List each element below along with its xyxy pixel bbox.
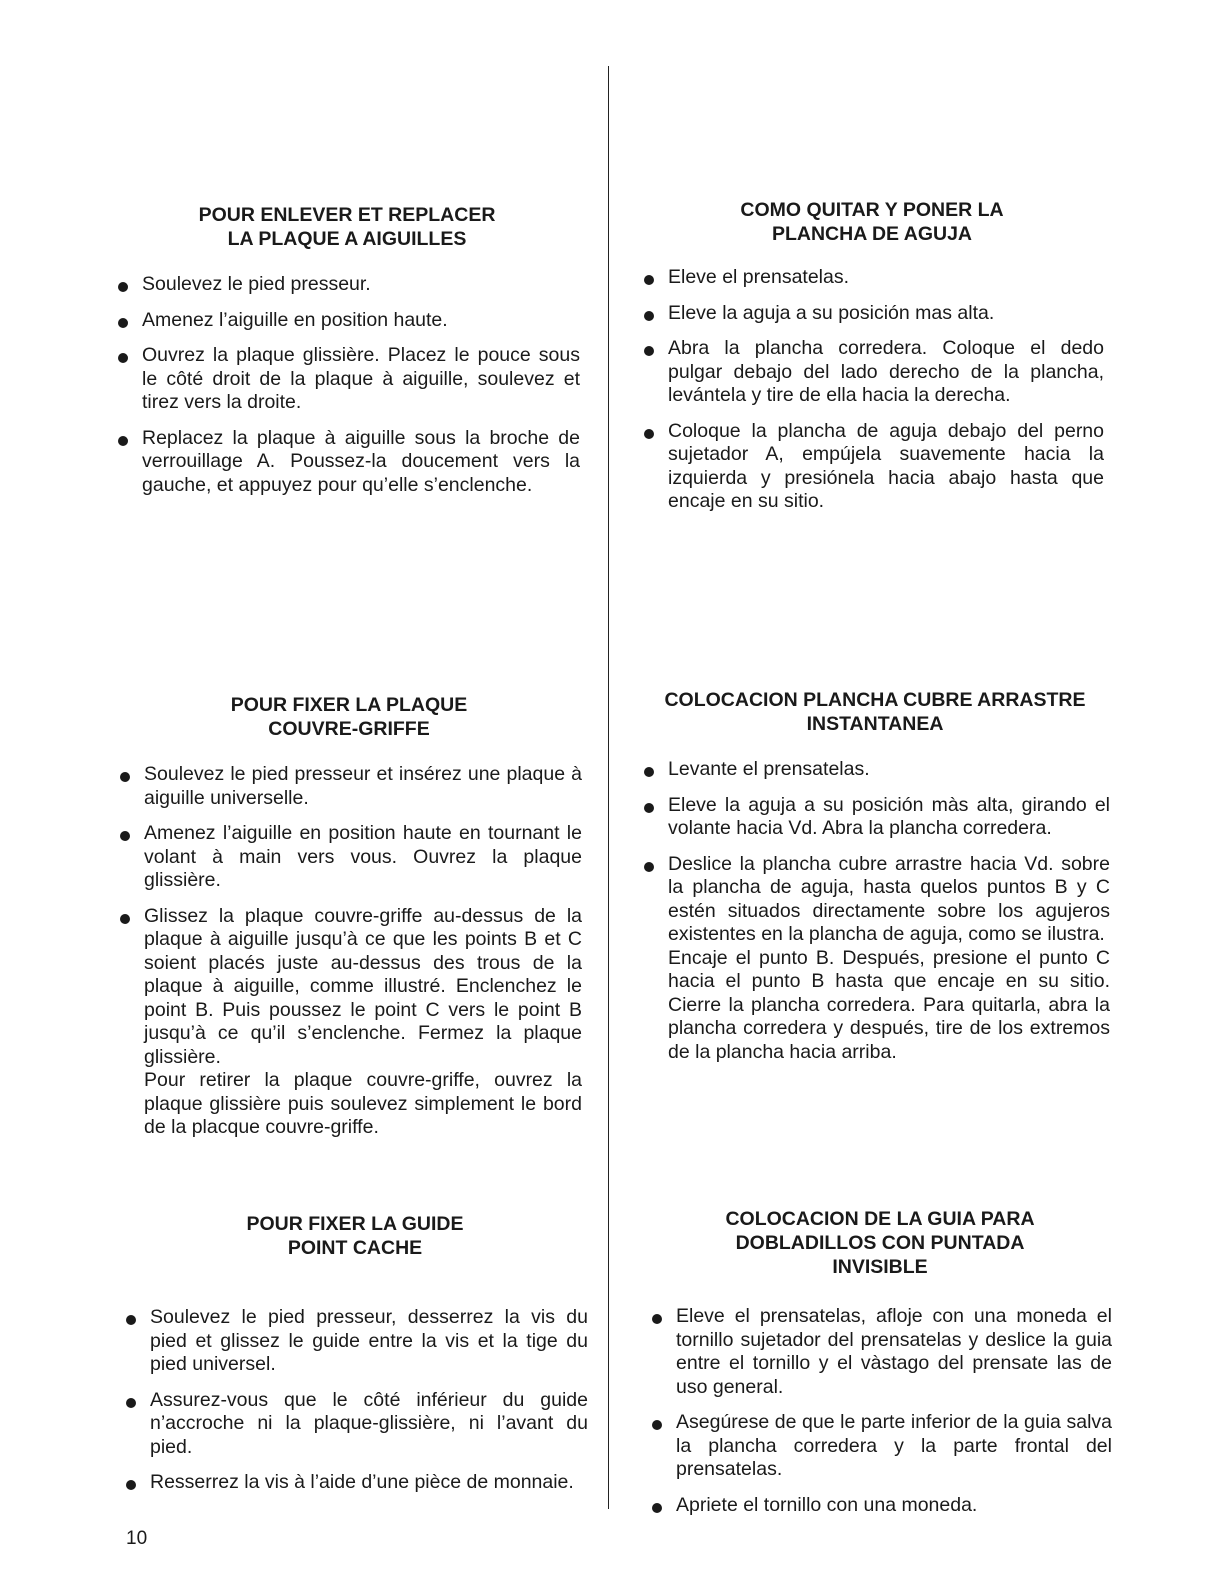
instruction-list xyxy=(648,1305,1112,1517)
bullet-icon xyxy=(118,282,128,292)
bullet-icon xyxy=(652,1314,662,1324)
section-fr-feed-cover xyxy=(116,693,582,1152)
instruction-list xyxy=(640,266,1104,514)
bullet-icon xyxy=(644,346,654,356)
section-title: COLOCACION DE LA GUIA PARA DOBLADILLOS CON PUNTADA INVISIBLE xyxy=(725,1208,1035,1278)
bullet-icon xyxy=(118,318,128,328)
list-item: Eleve el prensatelas, afloje con una moneda el tornillo sujetador del prensatelas y deslice la guia entre el tornillo y el vàstago del prensate las de uso general. xyxy=(648,1305,1112,1399)
list-item: Deslice la plancha cubre arrastre hacia Vd. sobre la plancha de aguja, hasta quelos puntos B y C estén situados directamente sobre los agujeros existentes en la plancha de aguja, como se ilustra. Encaje el punto B. Después, presione el punto C hacia el punto B hasta que encaje en su sitio. Cierre la plancha corredera. Para quitarla, abra la plancha corredera y después, tire de los extremos de la plancha hacia arriba. xyxy=(640,853,1110,1065)
bullet-icon xyxy=(126,1315,136,1325)
list-item: Asegúrese de que le parte inferior de la guia salva la plancha corredera y la parte frontal del prensatelas. xyxy=(648,1411,1112,1482)
section-es-blind-hem-guide xyxy=(648,1207,1112,1529)
instruction-list xyxy=(122,1306,588,1495)
section-title: POUR FIXER LA PLAQUE COUVRE-GRIFFE xyxy=(230,694,468,740)
bullet-icon xyxy=(652,1420,662,1430)
bullet-icon xyxy=(644,803,654,813)
list-item: Eleve la aguja a su posición mas alta. xyxy=(640,302,1104,326)
instruction-list xyxy=(116,763,582,1140)
list-item: Assurez-vous que le côté inférieur du guide n’accroche ni la plaque-glissière, ni l’avant du pied. xyxy=(122,1389,588,1460)
bullet-icon xyxy=(652,1503,662,1513)
bullet-icon xyxy=(644,311,654,321)
list-item: Eleve el prensatelas. xyxy=(640,266,1104,290)
section-fr-needle-plate xyxy=(114,203,580,509)
list-item: Amenez l’aiguille en position haute. xyxy=(114,309,580,333)
section-es-needle-plate xyxy=(640,198,1104,526)
bullet-icon xyxy=(644,767,654,777)
list-item: Ouvrez la plaque glissière. Placez le pouce sous le côté droit de la plaque à aiguille, soulevez et tirez vers la droite. xyxy=(114,344,580,415)
page-number: 10 xyxy=(126,1528,148,1549)
bullet-icon xyxy=(120,772,130,782)
instruction-list xyxy=(114,273,580,497)
list-item: Abra la plancha corredera. Coloque el dedo pulgar debajo del lado derecho de la plancha, levántela y tire de ella hacia la derecha. xyxy=(640,337,1104,408)
bullet-icon xyxy=(120,831,130,841)
list-item: Replacez la plaque à aiguille sous la broche de verrouillage A. Poussez-la doucement vers la gauche, et appuyez pour qu’elle s’enclenche. xyxy=(114,427,580,498)
list-item: Eleve la aguja a su posición màs alta, girando el volante hacia Vd. Abra la plancha corredera. xyxy=(640,794,1110,841)
section-title: COMO QUITAR Y PONER LA PLANCHA DE AGUJA xyxy=(740,199,1004,245)
section-title: POUR ENLEVER ET REPLACER LA PLAQUE A AIGUILLES xyxy=(198,204,496,250)
list-item: Resserrez la vis à l’aide d’une pièce de monnaie. xyxy=(122,1471,588,1495)
bullet-icon xyxy=(126,1480,136,1490)
section-title: POUR FIXER LA GUIDE POINT CACHE xyxy=(246,1213,464,1259)
section-fr-blind-hem-guide xyxy=(122,1212,588,1507)
section-es-feed-cover xyxy=(640,688,1110,1076)
bullet-icon xyxy=(644,429,654,439)
bullet-icon xyxy=(120,914,130,924)
list-item: Amenez l’aiguille en position haute en tournant le volant à main vers vous. Ouvrez la plaque glissière. xyxy=(116,822,582,893)
list-item: Levante el prensatelas. xyxy=(640,758,1110,782)
list-item: Glissez la plaque couvre-griffe au-dessus de la plaque à aiguille jusqu’à ce que les points B et C soient placés juste au-dessus des trous de la plaque à aiguille, comme illustré. Enclenchez le point B. Puis poussez le point C vers le point B jusqu’à ce qu’il s’enclenche. Fermez la plaque glissière. Pour retirer la plaque couvre-griffe, ouvrez la plaque glissière puis soulevez simplement le bord de la placque couvre-griffe. xyxy=(116,905,582,1140)
bullet-icon xyxy=(644,862,654,872)
instruction-list xyxy=(640,758,1110,1064)
bullet-icon xyxy=(118,436,128,446)
bullet-icon xyxy=(126,1398,136,1408)
list-item: Apriete el tornillo con una moneda. xyxy=(648,1494,1112,1518)
list-item: Soulevez le pied presseur. xyxy=(114,273,580,297)
list-item: Soulevez le pied presseur, desserrez la vis du pied et glissez le guide entre la vis et la tige du pied universel. xyxy=(122,1306,588,1377)
list-item: Coloque la plancha de aguja debajo del perno sujetador A, empújela suavemente hacia la izquierda y presiónela hacia abajo hasta que encaje en su sitio. xyxy=(640,420,1104,514)
bullet-icon xyxy=(118,353,128,363)
column-divider xyxy=(608,66,609,1509)
section-title: COLOCACION PLANCHA CUBRE ARRASTRE INSTANTANEA xyxy=(664,689,1086,735)
list-item: Soulevez le pied presseur et insérez une plaque à aiguille universelle. xyxy=(116,763,582,810)
bullet-icon xyxy=(644,275,654,285)
